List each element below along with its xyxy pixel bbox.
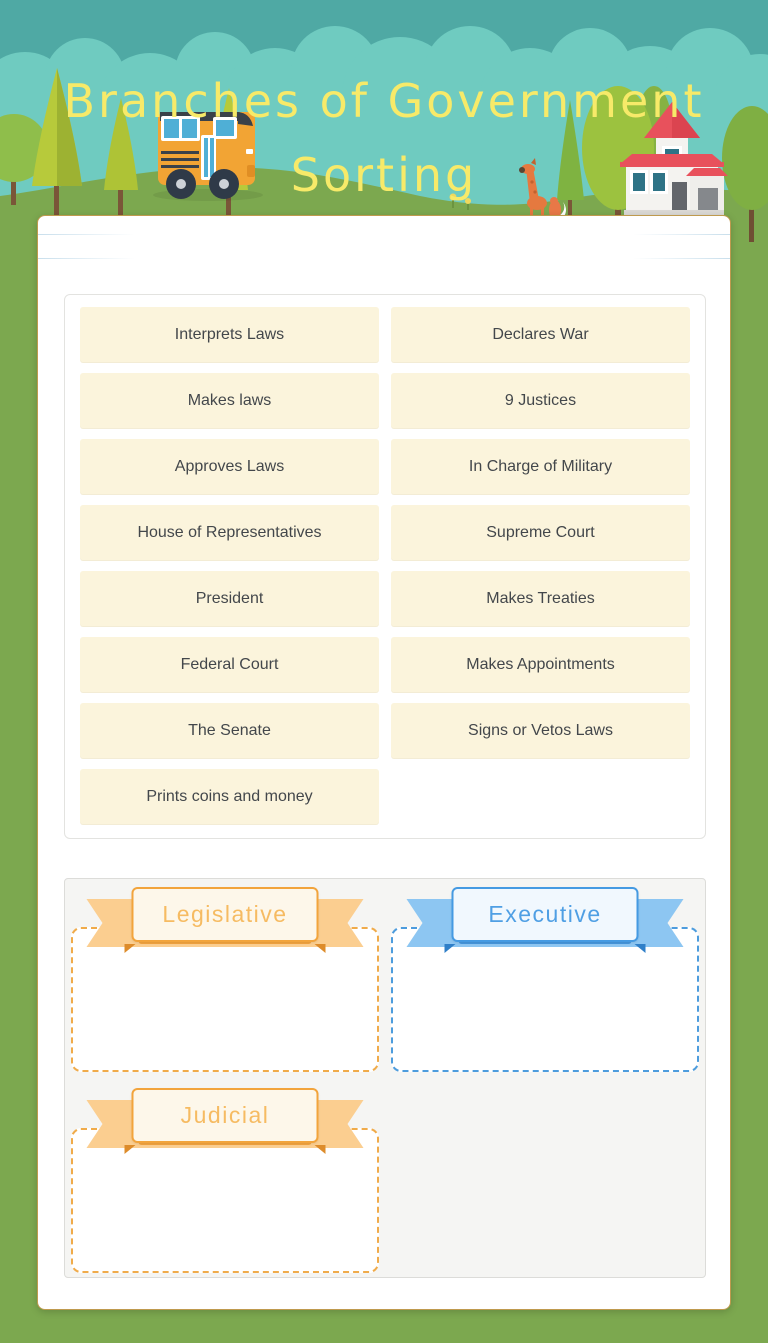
ruled-line: [38, 258, 730, 259]
executive-drop-area[interactable]: [391, 927, 699, 1072]
draggable-chip[interactable]: House of Representatives: [80, 505, 379, 561]
draggable-chip[interactable]: Interprets Laws: [80, 307, 379, 363]
draggable-chip[interactable]: In Charge of Military: [391, 439, 690, 495]
legislative-ribbon: [132, 887, 319, 942]
word-bank-grid: [80, 307, 690, 825]
worksheet-title-line2: Sorting: [290, 148, 478, 202]
draggable-chip[interactable]: The Senate: [80, 703, 379, 759]
draggable-chip[interactable]: Makes Treaties: [391, 571, 690, 627]
zone-legislative: [71, 887, 379, 1072]
ribbon-fold-icon: [445, 944, 456, 953]
draggable-chip[interactable]: Signs or Vetos Laws: [391, 703, 690, 759]
sorting-zones-grid: [71, 887, 699, 1273]
draggable-chip[interactable]: 9 Justices: [391, 373, 690, 429]
sorting-panel: [64, 878, 706, 1278]
ribbon-fold-icon: [315, 1145, 326, 1154]
zone-judicial: [71, 1088, 379, 1273]
draggable-chip[interactable]: Approves Laws: [80, 439, 379, 495]
empty-grid-cell: [391, 1088, 699, 1273]
draggable-chip[interactable]: Declares War: [391, 307, 690, 363]
ribbon-fold-icon: [315, 944, 326, 953]
zone-label: Executive: [452, 887, 639, 942]
ribbon-fold-icon: [635, 944, 646, 953]
draggable-chip[interactable]: Makes Appointments: [391, 637, 690, 693]
executive-ribbon: [452, 887, 639, 942]
draggable-chip[interactable]: Prints coins and money: [80, 769, 379, 825]
legislative-drop-area[interactable]: [71, 927, 379, 1072]
word-bank-panel: [64, 294, 706, 839]
worksheet-title: [0, 64, 768, 212]
zone-label: Judicial: [132, 1088, 319, 1143]
worksheet-card: [37, 215, 731, 1310]
draggable-chip[interactable]: President: [80, 571, 379, 627]
draggable-chip[interactable]: Makes laws: [80, 373, 379, 429]
draggable-chip[interactable]: Supreme Court: [391, 505, 690, 561]
worksheet-title-line1: Branches of Government: [63, 74, 705, 128]
zone-executive: [391, 887, 699, 1072]
judicial-drop-area[interactable]: [71, 1128, 379, 1273]
ribbon-fold-icon: [125, 1145, 136, 1154]
draggable-chip[interactable]: Federal Court: [80, 637, 379, 693]
ruled-line: [38, 234, 730, 235]
zone-label: Legislative: [132, 887, 319, 942]
ribbon-fold-icon: [125, 944, 136, 953]
judicial-ribbon: [132, 1088, 319, 1143]
